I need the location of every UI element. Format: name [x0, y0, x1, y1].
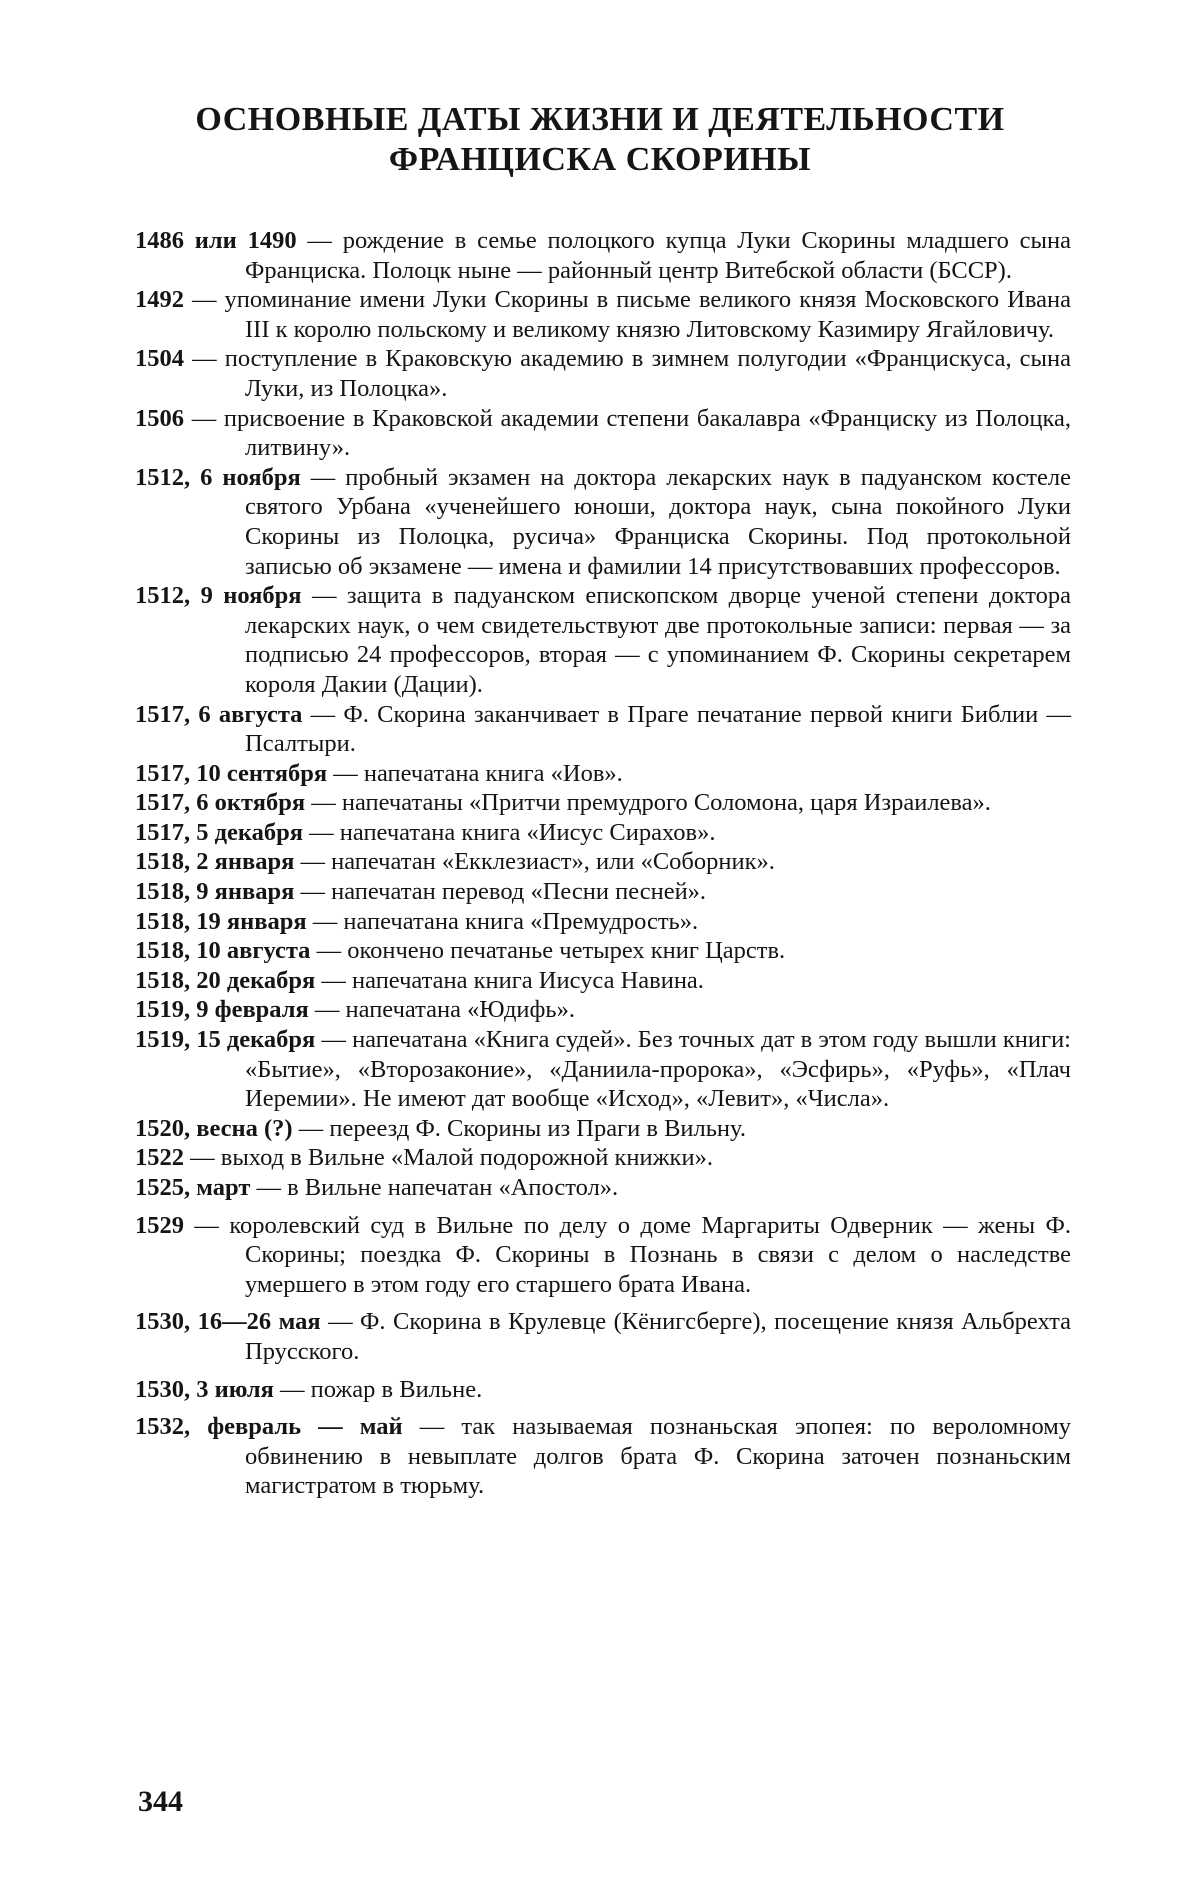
chronology-entry	[135, 788, 1071, 818]
chronology-entry	[135, 818, 1071, 848]
entry-text: — переезд Ф. Скорины из Праги в Вильну.	[292, 1114, 746, 1142]
entry-date: 1512, 6 ноября	[135, 463, 301, 491]
entry-date: 1504	[135, 345, 184, 373]
page-number: 344	[138, 1785, 183, 1818]
entry-text: — королевский суд в Вильне по делу о доме Маргариты Одверник — жены Ф. Скорины; поездка Ф. Скорины в Познань в связи с делом о наследстве умершего в этом году его старшего брата Ивана.	[184, 1211, 1071, 1298]
chronology-entry	[135, 1211, 1071, 1300]
chronology-entry	[135, 700, 1071, 759]
chronology-entry	[135, 966, 1071, 996]
entry-date: 1518, 19 января	[135, 907, 307, 935]
chronology-entry	[135, 404, 1071, 463]
chronology-entry	[135, 581, 1071, 699]
entry-date: 1519, 9 февраля	[135, 996, 309, 1024]
page-title	[0, 100, 1200, 180]
entry-text: — Ф. Скорина заканчивает в Праге печатание первой книги Библии — Псалтыри.	[245, 700, 1072, 758]
entry-text: — окончено печатанье четырех книг Царств.	[310, 937, 786, 965]
chronology-entry	[135, 1143, 1071, 1173]
chronology-entry	[135, 1173, 1071, 1203]
entry-date: 1532, февраль — май	[135, 1413, 403, 1441]
entry-text: — напечатана книга «Иов».	[327, 759, 623, 787]
entry-text: — пожар в Вильне.	[273, 1375, 483, 1403]
entry-text: — рождение в семье полоцкого купца Луки Скорины младшего сына Франциска. Полоцк ныне — районный центр Витебской области (БССР).	[245, 227, 1071, 284]
entry-text: — так называемая познаньская эпопея: по вероломному обвинению в невыплате долгов брата Ф. Скорина заточен познаньским магистратом в тюрьму.	[245, 1413, 1071, 1500]
chronology-entry	[135, 1307, 1071, 1366]
entry-date: 1520, весна (?)	[135, 1114, 293, 1142]
chronology-entry	[135, 759, 1071, 789]
entry-date: 1530, 16—26 мая	[135, 1308, 321, 1336]
chronology-entry	[135, 285, 1071, 344]
entry-text: — защита в падуанском епископском дворце ученой степени доктора лекарских наук, о чем свидетельствуют две протокольные записи: первая — за подписью 24 профессоров, вторая — с упоминанием Ф. Скорины секретарем короля Дакии (Дации).	[245, 582, 1071, 698]
entry-text: — поступление в Краковскую академию в зимнем полугодии «Францискуса, сына Луки, из Полоцка».	[184, 345, 1071, 402]
entry-text: — Ф. Скорина в Крулевце (Кёнигсберге), посещение князя Альбрехта Прусского.	[245, 1308, 1071, 1365]
chronology-entry	[135, 995, 1071, 1025]
entry-date: 1492	[135, 286, 184, 314]
chronology-entry	[135, 1025, 1071, 1114]
entry-date: 1506	[135, 404, 184, 432]
entry-date: 1519, 15 декабря	[135, 1026, 316, 1054]
entry-date: 1518, 9 января	[135, 878, 295, 906]
entry-date: 1525, март	[135, 1174, 251, 1201]
entry-date: 1518, 2 января	[135, 848, 295, 876]
entry-text: — в Вильне напечатан «Апостол».	[250, 1174, 619, 1201]
entry-text: — напечатана книга «Иисус Сирахов».	[303, 818, 716, 846]
chronology-entry	[135, 463, 1071, 581]
title-line-2: ФРАНЦИСКА СКОРИНЫ	[388, 141, 812, 178]
chronology-entry	[135, 1375, 1071, 1405]
entry-text: — напечатана «Книга судей». Без точных дат в этом году вышли книги: «Бытие», «Второзаконие», «Даниила-пророка», «Эсфирь», «Руфь», «Плач Иеремии». Не имеют дат вообще «Исход», «Левит», «Числа».	[245, 1026, 1071, 1113]
entry-text: — пробный экзамен на доктора лекарских наук в падуанском костеле святого Урбана «ученейшего юноши, доктора наук, сына покойного Луки Скорины из Полоцка, русича» Франциска Скорины. Под протокольной записью об экзамене — имена и фамилии 14 присутствовавших профессоров.	[245, 463, 1071, 580]
entry-date: 1518, 10 августа	[135, 937, 311, 965]
entry-date: 1517, 6 октября	[135, 789, 306, 817]
chronology-entry	[135, 877, 1071, 907]
chronology-entry	[135, 344, 1071, 403]
entry-date: 1529	[135, 1211, 184, 1239]
chronology-entry	[135, 936, 1071, 966]
entry-date: 1517, 6 августа	[135, 700, 303, 728]
entry-text: — упоминание имени Луки Скорины в письме великого князя Московского Ивана III к королю польскому и великому князю Литовскому Казимиру Ягайловичу.	[184, 286, 1071, 343]
chronology-entry	[135, 907, 1071, 937]
chronology-list	[135, 226, 1071, 1501]
chronology-entry	[135, 1114, 1071, 1144]
entry-text: — напечатаны «Притчи премудрого Соломона, царя Израилева».	[305, 789, 991, 817]
entry-date: 1522	[135, 1144, 184, 1172]
chronology-entry	[135, 847, 1071, 877]
entry-text: — напечатан «Екклезиаст», или «Соборник».	[294, 848, 775, 876]
entry-text: — выход в Вильне «Малой подорожной книжки».	[184, 1144, 713, 1172]
entry-text: — напечатана книга «Премудрость».	[306, 907, 699, 935]
chronology-entry	[135, 1412, 1071, 1501]
title-line-1: ОСНОВНЫЕ ДАТЫ ЖИЗНИ И ДЕЯТЕЛЬНОСТИ	[195, 101, 1005, 138]
chronology-entry	[135, 226, 1071, 285]
entry-text: — напечатана «Юдифь».	[308, 996, 575, 1024]
entry-text: — присвоение в Краковской академии степени бакалавра «Франциску из Полоцка, литвину».	[184, 404, 1071, 462]
entry-date: 1517, 5 декабря	[135, 818, 304, 846]
entry-date: 1486 или 1490	[135, 227, 297, 254]
entry-date: 1530, 3 июля	[135, 1375, 274, 1403]
entry-text: — напечатана книга Иисуса Навина.	[315, 966, 704, 994]
entry-date: 1517, 10 сентября	[135, 759, 328, 787]
entry-date: 1512, 9 ноября	[135, 582, 302, 610]
entry-text: — напечатан перевод «Песни песней».	[294, 878, 707, 906]
entry-date: 1518, 20 декабря	[135, 966, 316, 994]
